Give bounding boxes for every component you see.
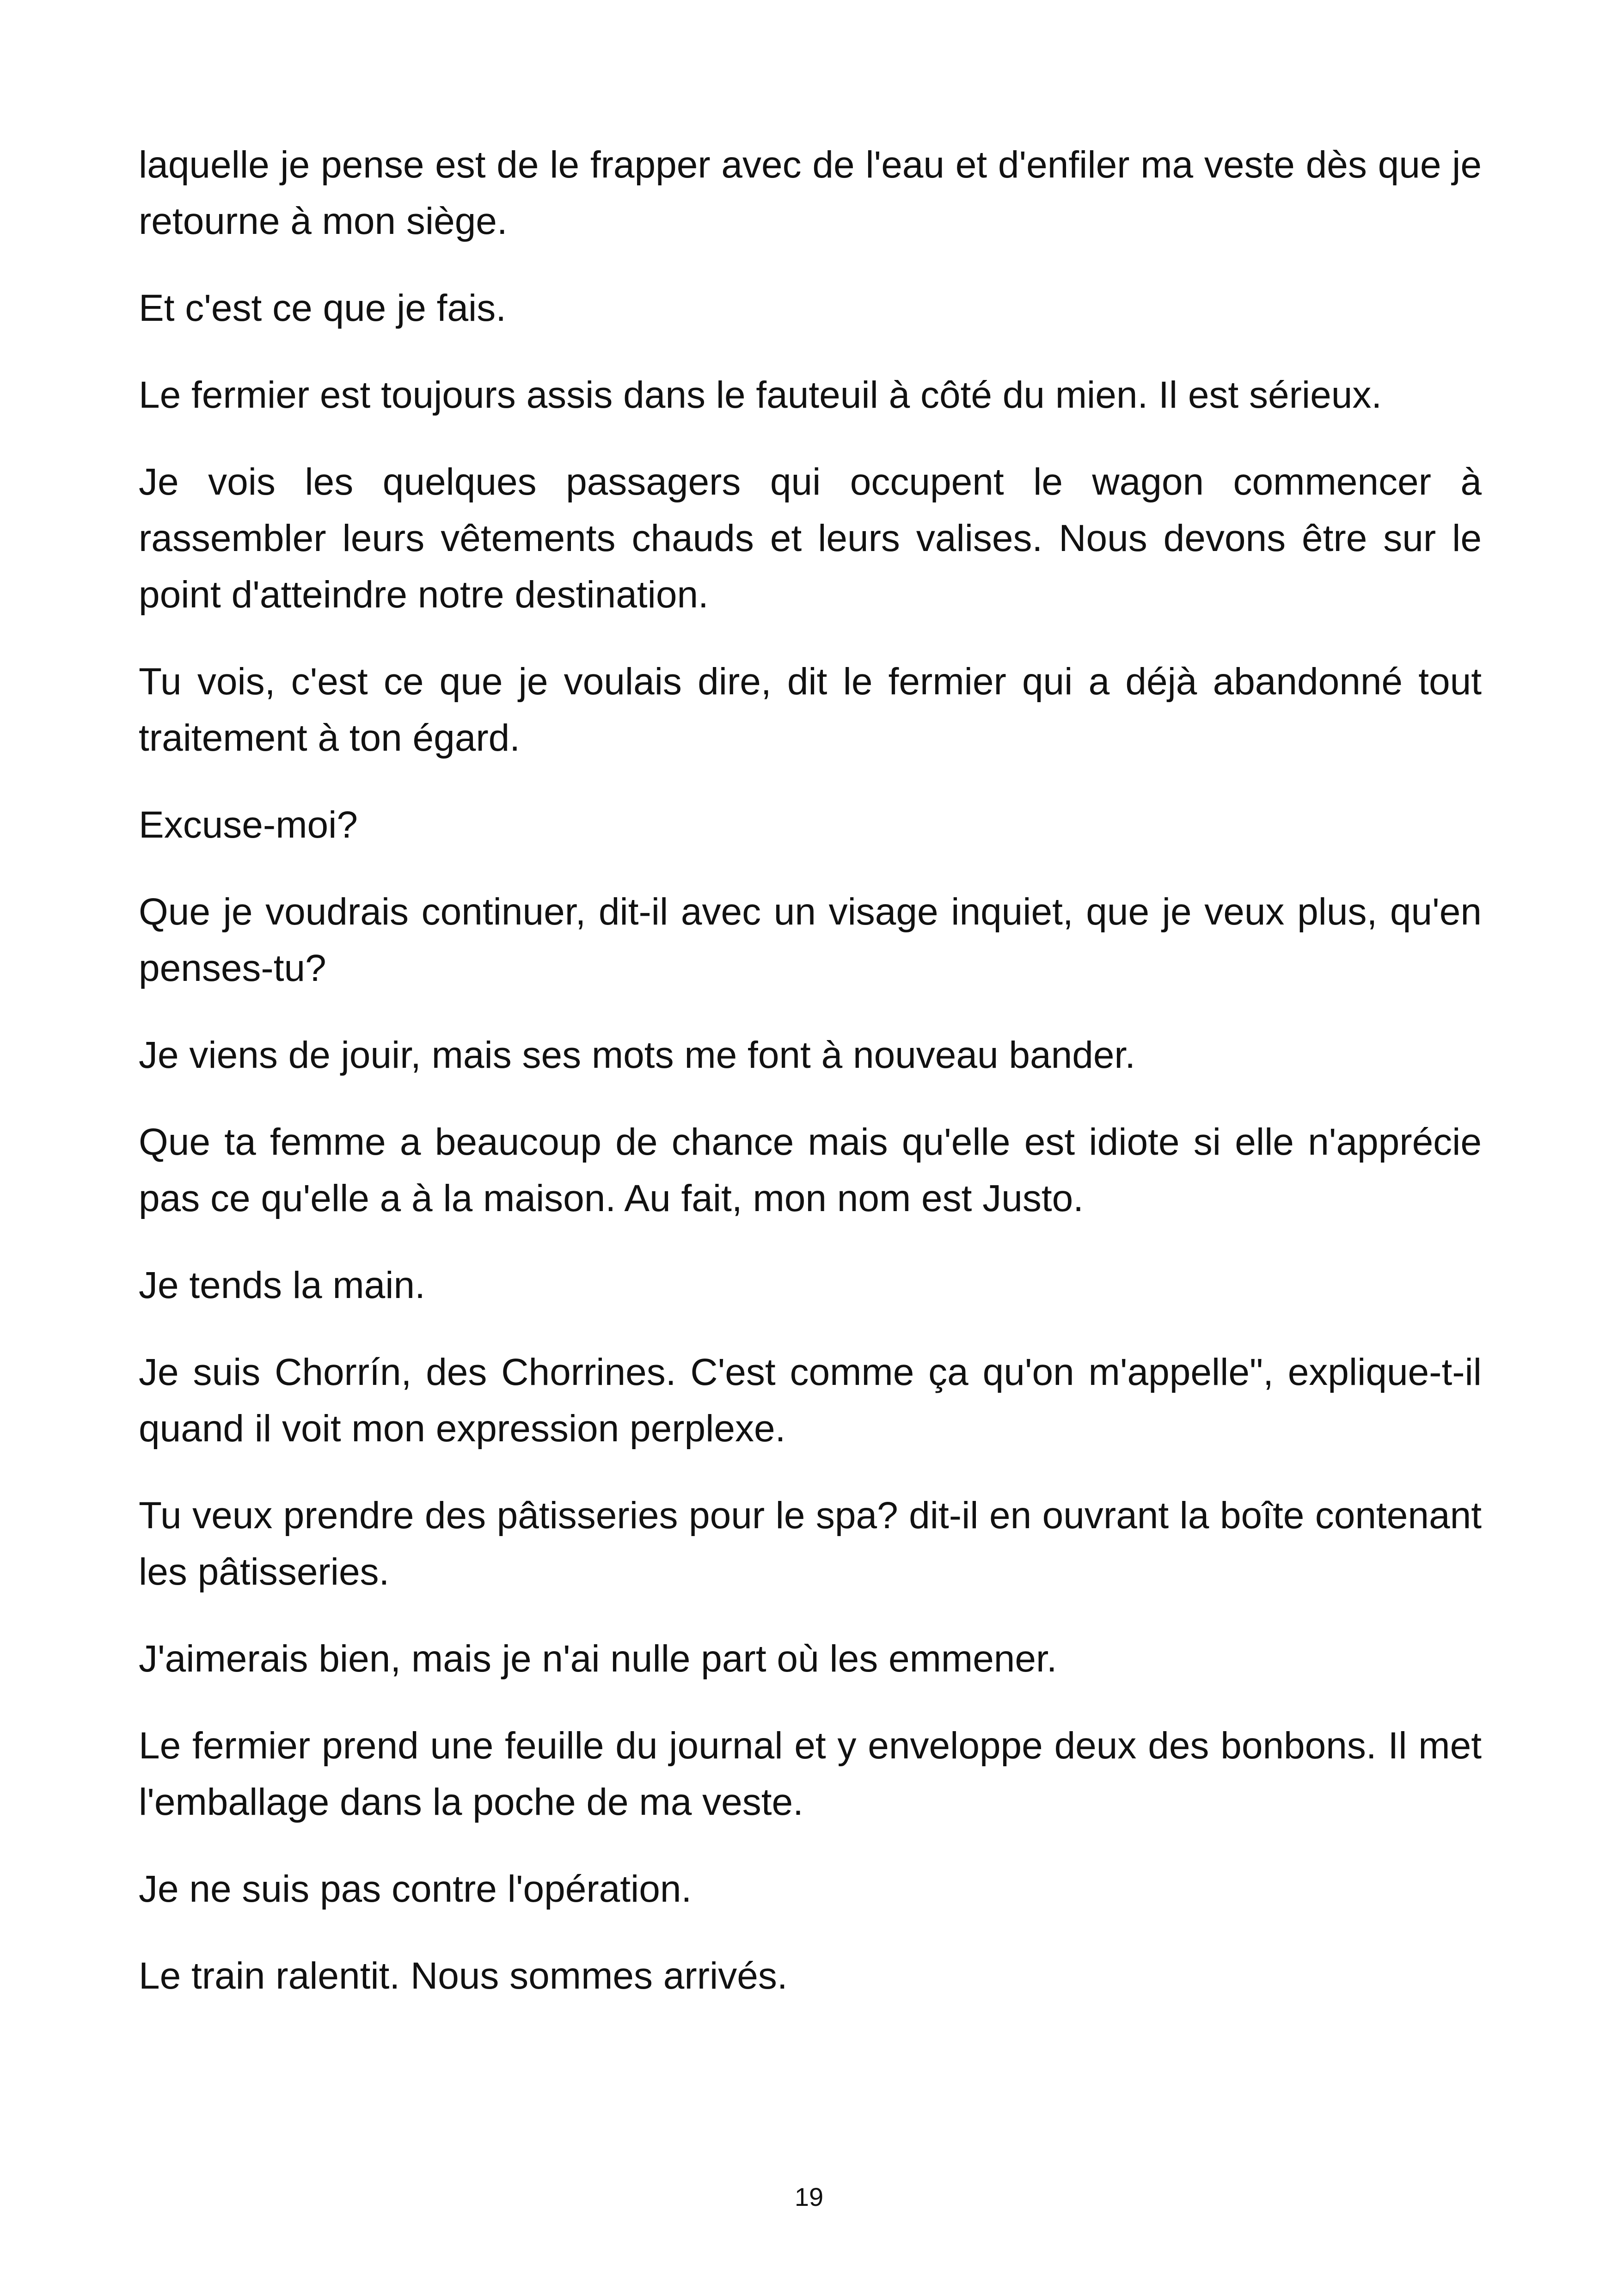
- paragraph: Je vois les quelques passagers qui occupent le wagon commencer à rassembler leurs vêtements chauds et leurs valises. Nous devons être sur le point d'atteindre notre destination.: [139, 461, 1482, 616]
- paragraph: Tu vois, c'est ce que je voulais dire, dit le fermier qui a déjà abandonné tout traitement à ton égard.: [139, 661, 1482, 759]
- body-text: [139, 137, 1482, 2035]
- page-number: 19: [794, 2182, 824, 2211]
- paragraph: Le fermier est toujours assis dans le fauteuil à côté du mien. Il est sérieux.: [139, 374, 1382, 416]
- paragraph: Je viens de jouir, mais ses mots me font à nouveau bander.: [139, 1034, 1135, 1076]
- paragraph: Que je voudrais continuer, dit-il avec un visage inquiet, que je veux plus, qu'en penses-tu?: [139, 891, 1482, 989]
- paragraph: Tu veux prendre des pâtisseries pour le spa? dit-il en ouvrant la boîte contenant les pâtisseries.: [139, 1494, 1482, 1593]
- paragraph: Je suis Chorrín, des Chorrines. C'est comme ça qu'on m'appelle", explique-t-il quand il voit mon expression perplexe.: [139, 1351, 1482, 1450]
- paragraph: Je ne suis pas contre l'opération.: [139, 1868, 692, 1910]
- paragraph: Le fermier prend une feuille du journal et y enveloppe deux des bonbons. Il met l'emballage dans la poche de ma veste.: [139, 1725, 1482, 1823]
- paragraph: Et c'est ce que je fais.: [139, 287, 507, 329]
- paragraph: Le train ralentit. Nous sommes arrivés.: [139, 1955, 788, 1997]
- paragraph: laquelle je pense est de le frapper avec de l'eau et d'enfiler ma veste dès que je retourne à mon siège.: [139, 144, 1482, 242]
- paragraph: Je tends la main.: [139, 1264, 425, 1306]
- paragraph: J'aimerais bien, mais je n'ai nulle part où les emmener.: [139, 1638, 1057, 1680]
- paragraph: Excuse-moi?: [139, 804, 358, 846]
- paragraph: Que ta femme a beaucoup de chance mais qu'elle est idiote si elle n'apprécie pas ce qu'elle a à la maison. Au fait, mon nom est Justo.: [139, 1121, 1482, 1219]
